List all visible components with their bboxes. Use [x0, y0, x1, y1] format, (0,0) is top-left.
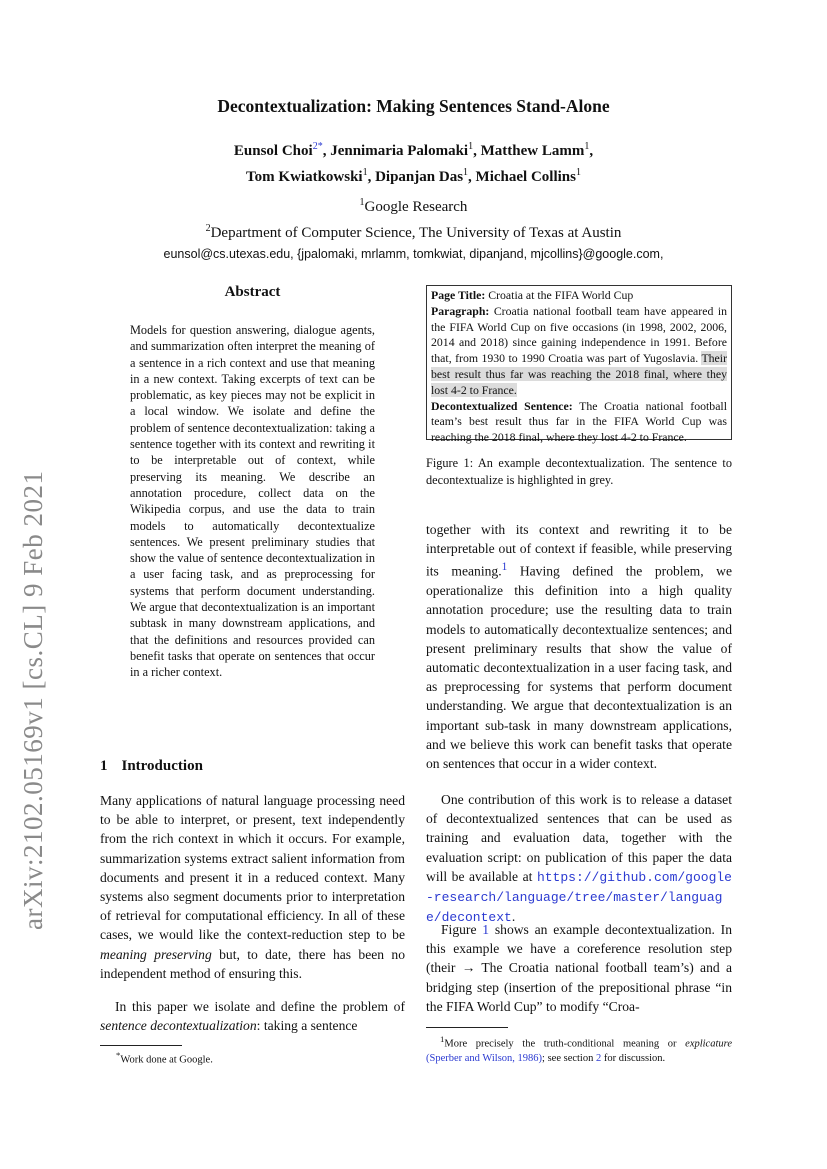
author-name: Matthew Lamm	[480, 143, 585, 159]
figure-ref-link[interactable]: 1	[482, 922, 490, 937]
paper-title: Decontextualization: Making Sentences Stand-Alone	[217, 96, 610, 116]
affiliations	[0, 192, 827, 265]
figure-1-caption: Figure 1: An example decontextualization. The sentence to decontextualize is highlighted in grey.	[426, 456, 732, 487]
right-paragraph-3: Figure 1 shows an example decontextualization. In this example we have a coreference resolution step (their → The Croatia national football team’s) and a bridging step (insertion of the prepositional phrase “in the FIFA World Cup” to modify “Croa-	[426, 922, 732, 1014]
footnote-ref-link[interactable]: 1	[501, 561, 508, 574]
abstract-text: Models for question answering, dialogue agents, and summarization often interpret the meaning of a sentence in a rich context and use that meaning in a new context. Taking excerpts of text can be problematic, as key pieces may not be explicit in a local window. We isolate and define the problem of sentence decontextualization: taking a sentence together with its context and rewriting it to be interpretable out of context, while preserving its meaning. We describe an annotation procedure, collect data on the Wikipedia corpus, and use the data to train models to automatically decontextualize sentences. We present preliminary studies that show the value of sentence decontextualization in a user facing task, and as preprocessing for systems that perform document understanding. We argue that decontextualization is an important subtask in many downstream applications, and that the definitions and resources provided can benefit tasks that operate on sentences that occur in a richer context.	[130, 323, 375, 680]
author-affil-mark[interactable]: 2*	[312, 141, 323, 152]
author-emails: eunsol@cs.utexas.edu, {jpalomaki, mrlamm, tomkwiat, dipanjand, mjcollins}@google.com,	[163, 247, 664, 261]
author-affil-mark: 1	[584, 141, 590, 152]
citation-link[interactable]: (Sperber and Wilson, 1986)	[426, 1052, 543, 1064]
author-list	[0, 136, 827, 188]
dataset-url-link[interactable]: https://github.com/google-research/language/tree/master/language/decontext	[426, 869, 732, 926]
author-affil-mark: 1	[468, 141, 474, 152]
abstract-heading: Abstract	[224, 284, 281, 300]
author-name: Jennimaria Palomaki	[330, 143, 469, 159]
author-name: Eunsol Choi	[233, 143, 313, 159]
affiliation-1: $^1$Google Research	[359, 197, 468, 215]
author-name: Michael Collins	[475, 169, 576, 185]
intro-paragraph-2: In this paper we isolate and define the problem of sentence decontextualization: taking a sentence	[100, 999, 405, 1034]
figure-1-box: Page Title: Croatia at the FIFA World Cup Paragraph: Croatia national football team have appeared in the FIFA World Cup on five occasions (in 1998, 2002, 2006, 2014 and 2018) since gaining independence in 1991. Before that, from 1930 to 1990 Croatia was part of Yugoslavia. Their best result thus far was reaching the 2018 final, where they lost 4-2 to France. Decontextualized Sentence: The Croatia national football team’s best result thus far in the FIFA World Cup was reaching the 2018 final, where they lost 4-2 to France.	[426, 285, 732, 440]
author-affil-mark: 1	[575, 167, 581, 178]
footnote-right: $^1$More precisely the truth-conditional meaning or explicature (Sperber and Wilson, 1986); see section 2 for discussion.	[426, 1034, 732, 1064]
author-name: Dipanjan Das	[375, 169, 464, 185]
author-affil-mark: 1	[463, 167, 469, 178]
section-number: 1	[100, 758, 108, 774]
author-line-1: Eunsol Choi$^{2*}$, Jennimaria Palomaki$^1$, Matthew Lamm$^1$,	[233, 141, 594, 159]
section-title: Introduction	[121, 758, 203, 774]
author-name: Tom Kwiatkowski	[246, 169, 363, 185]
right-paragraph-1: together with its context and rewriting it to be interpretable out of context if feasible, while preserving its meaning.$^1$ Having defined the problem, we operationalize this definition into a high quality annotation procedure; use the resulting data to train models to automatically decontextualize sentences; and present preliminary results that show the value of automatic decontextualization in a user facing task, and as preprocessing for systems that perform document understanding. We argue that decontextualization is an important sub-task in many downstream applications, and we believe this work can benefit tasks that operate on sentences that occur in a wider context.	[426, 522, 732, 771]
affiliation-2: $^2$Department of Computer Science, The University of Texas at Austin	[205, 223, 622, 241]
footnote-rule	[100, 1045, 182, 1046]
section-ref-link[interactable]: 2	[595, 1052, 602, 1064]
highlighted-sentence: Their best result thus far was reaching the 2018 final, where they lost 4-2 to France.	[431, 351, 727, 397]
author-line-2: Tom Kwiatkowski$^1$, Dipanjan Das$^1$, Michael Collins$^1$	[246, 167, 581, 185]
footnote-left: *Work done at Google.	[116, 1050, 213, 1066]
footnote-rule	[426, 1027, 508, 1028]
author-affil-mark: 1	[362, 167, 368, 178]
section-heading	[100, 758, 203, 775]
right-paragraph-2: One contribution of this work is to release a dataset of decontextualized sentences that can be used as training and evaluation data, together with the evaluation script: on publication of this paper the data will be available at https://github.com/google-research/language/tree/master/language/decontext.	[426, 792, 732, 926]
intro-paragraph-1: Many applications of natural language processing need to be able to interpret, or present, text independently from the rich context in which it occurs. For example, summarization systems extract salient information from documents and present it in a reduced context. Many systems also segment documents prior to interpretation of retrieval for computational efficiency. In all of these cases, we would like the context-reduction step to be meaning preserving but, to date, there has been no independent method of ensuring this.	[100, 793, 405, 981]
arxiv-stamp: arXiv:2102.05169v1 [cs.CL] 9 Feb 2021	[18, 470, 48, 930]
